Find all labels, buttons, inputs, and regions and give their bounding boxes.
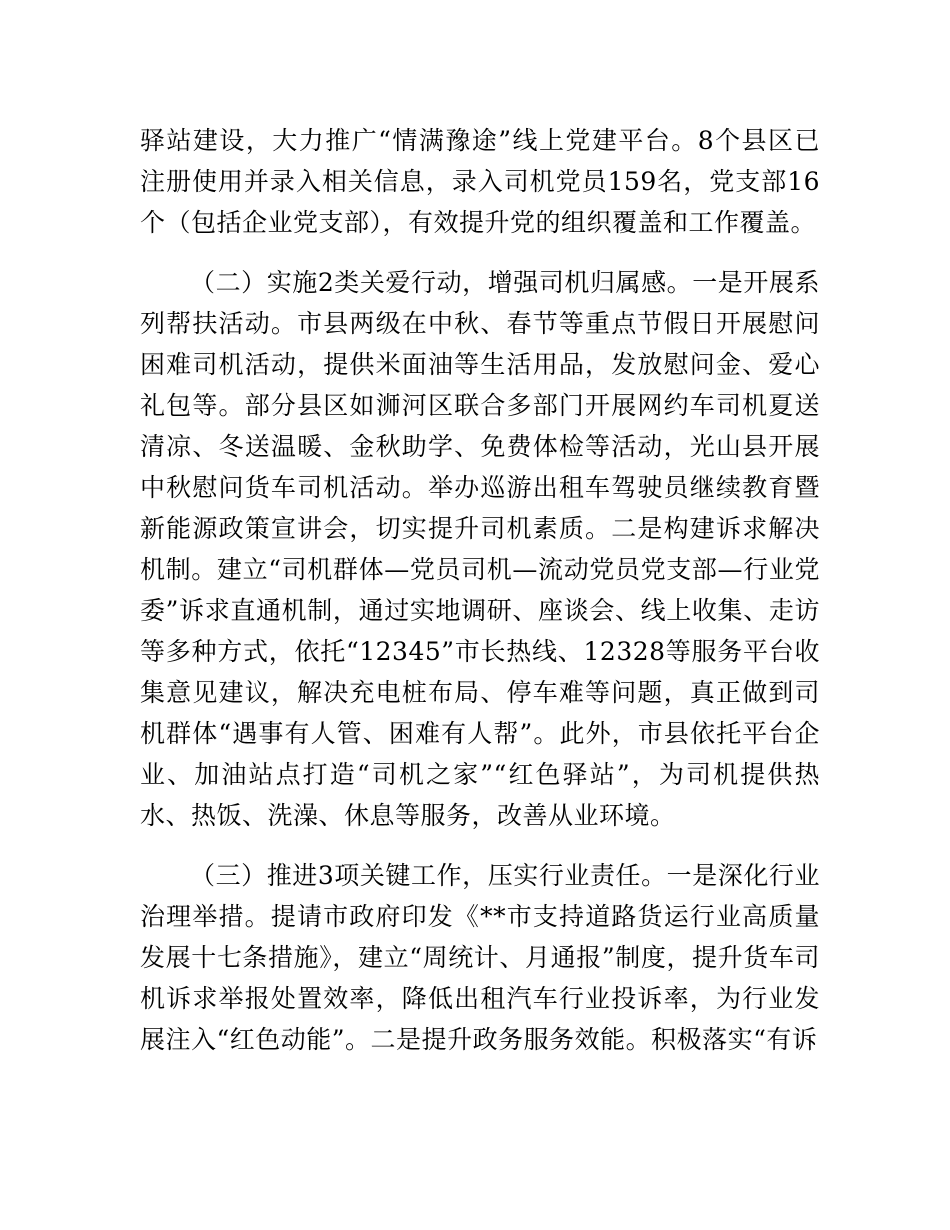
paragraph-key-work: （三）推进3项关键工作，压实行业责任。一是深化行业治理举措。提请市政府印发《**市支持道路货运行业高质量发展十七条措施》，建立“周统计、月通报”制度，提升货车司机诉求举报处置效率，降低出租汽车行业投诉率，为行业发展注入“红色动能”。二是提升政务服务效能。积极落实“有诉 [140,861,820,1054]
paragraph-continuation: 驿站建设，大力推广“情满豫途”线上党建平台。8个县区已注册使用并录入相关信息，录入司机党员159名，党支部16个（包括企业党支部），有效提升党的组织覆盖和工作覆盖。 [140,126,820,237]
body-text [140,120,820,1060]
paragraph-care-actions: （二）实施2类关爱行动，增强司机归属感。一是开展系列帮扶活动。市县两级在中秋、春节等重点节假日开展慰问困难司机活动，提供米面油等生活用品，发放慰问金、爱心礼包等。部分县区如浉河区联合多部门开展网约车司机夏送清凉、冬送温暖、金秋助学、免费体检等活动，光山县开展中秋慰问货车司机活动。举办巡游出租车驾驶员继续教育暨新能源政策宣讲会，切实提升司机素质。二是构建诉求解决机制。建立“司机群体—党员司机—流动党员党支部—行业党委”诉求直通机制，通过实地调研、座谈会、线上收集、走访等多种方式，依托“12345”市长热线、12328等服务平台收集意见建议，解决充电桩布局、停车难等问题，真正做到司机群体“遇事有人管、困难有人帮”。此外，市县依托平台企业、加油站点打造“司机之家”“红色驿站”，为司机提供热水、热饭、洗澡、休息等服务，改善从业环境。 [140,268,820,830]
